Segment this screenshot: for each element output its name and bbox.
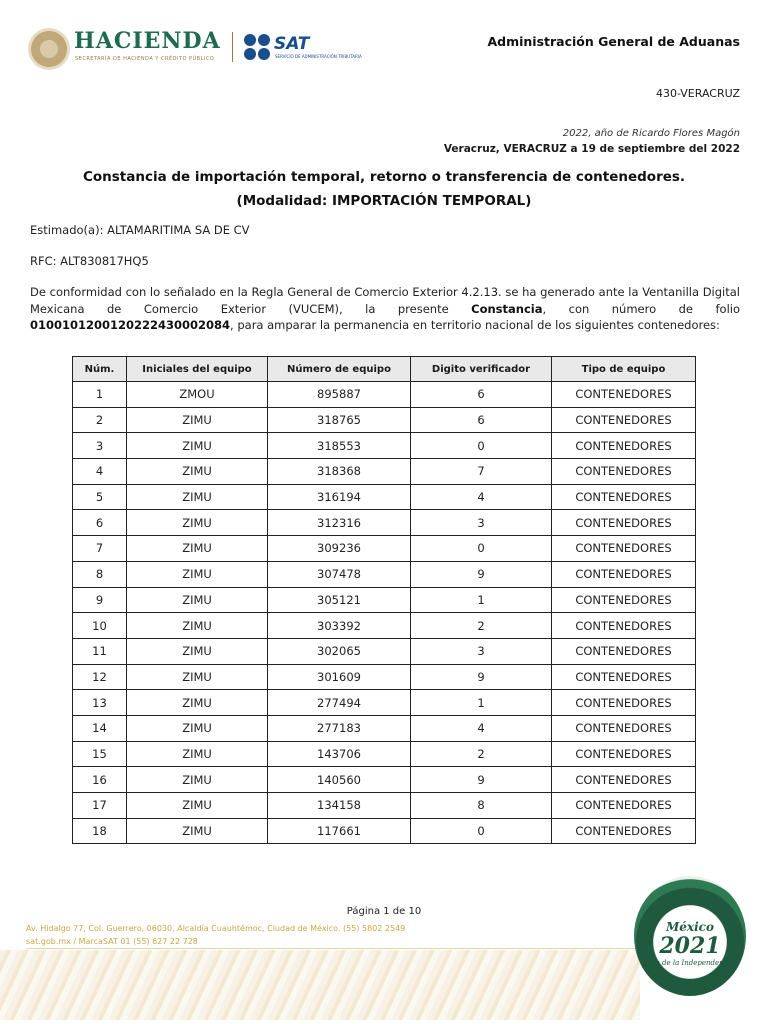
cell-num: 12	[73, 664, 127, 690]
cell-initials: ZIMU	[127, 638, 268, 664]
cell-initials: ZIMU	[127, 510, 268, 536]
header-equipment-type: Tipo de equipo	[552, 357, 696, 382]
cell-equipment-type: CONTENEDORES	[552, 793, 696, 819]
cell-equipment-type: CONTENEDORES	[552, 613, 696, 639]
cell-initials: ZIMU	[127, 459, 268, 485]
table-row	[73, 715, 696, 741]
document-title: Constancia de importación temporal, retorno o transferencia de contenedores.	[82, 169, 686, 185]
cell-check-digit: 1	[411, 690, 552, 716]
body-text-part3: , para amparar la permanencia en territorio nacional de los siguientes contenedores:	[230, 318, 720, 332]
cell-check-digit: 8	[411, 793, 552, 819]
cell-num: 10	[73, 613, 127, 639]
cell-num: 7	[73, 536, 127, 562]
cell-num: 16	[73, 767, 127, 793]
cell-initials: ZIMU	[127, 587, 268, 613]
cell-equipment-number: 277183	[268, 715, 411, 741]
cell-equipment-type: CONTENEDORES	[552, 741, 696, 767]
cell-num: 6	[73, 510, 127, 536]
footer-address: Av. Hidalgo 77, Col. Guerrero, 06030, Alcaldía Cuauhtémoc, Ciudad de México. (55) 5802 2549	[26, 924, 406, 933]
table-row	[73, 793, 696, 819]
cell-check-digit: 3	[411, 638, 552, 664]
seal-mexico: México	[666, 920, 714, 934]
cell-equipment-number: 277494	[268, 690, 411, 716]
table-row	[73, 459, 696, 485]
cell-initials: ZIMU	[127, 767, 268, 793]
cell-num: 11	[73, 638, 127, 664]
cell-check-digit: 2	[411, 613, 552, 639]
cell-num: 9	[73, 587, 127, 613]
cell-equipment-type: CONTENEDORES	[552, 407, 696, 433]
cell-equipment-number: 318368	[268, 459, 411, 485]
cell-equipment-type: CONTENEDORES	[552, 561, 696, 587]
cell-equipment-number: 318553	[268, 433, 411, 459]
cell-initials: ZIMU	[127, 715, 268, 741]
table-row	[73, 664, 696, 690]
cell-num: 3	[73, 433, 127, 459]
table-row	[73, 510, 696, 536]
cell-check-digit: 7	[411, 459, 552, 485]
containers-table	[72, 356, 696, 844]
sat-dots-icon	[244, 34, 270, 60]
cell-equipment-number: 316194	[268, 484, 411, 510]
cell-num: 15	[73, 741, 127, 767]
cell-num: 14	[73, 715, 127, 741]
cell-equipment-number: 143706	[268, 741, 411, 767]
cell-check-digit: 0	[411, 433, 552, 459]
hacienda-logo: HACIENDA	[74, 28, 221, 54]
rfc: RFC: ALT830817HQ5	[30, 254, 149, 268]
cell-check-digit: 9	[411, 767, 552, 793]
constancia-label: Constancia	[471, 301, 543, 316]
table-row	[73, 433, 696, 459]
table-row	[73, 818, 696, 844]
header-num: Núm.	[73, 357, 127, 382]
body-text-part1: De conformidad con lo señalado en la Regla General de Comercio Exterior 4.2.13. se ha generado ante la Ventanilla Digital Mexicana de Comercio Exterior (VUCEM), la presente	[30, 285, 740, 316]
cell-check-digit: 4	[411, 484, 552, 510]
cell-equipment-type: CONTENEDORES	[552, 818, 696, 844]
cell-check-digit: 9	[411, 664, 552, 690]
document-subtitle: (Modalidad: IMPORTACIÓN TEMPORAL)	[236, 193, 532, 209]
cell-initials: ZIMU	[127, 741, 268, 767]
cell-check-digit: 1	[411, 587, 552, 613]
cell-initials: ZIMU	[127, 613, 268, 639]
cell-equipment-number: 301609	[268, 664, 411, 690]
cell-equipment-number: 134158	[268, 793, 411, 819]
table-row	[73, 767, 696, 793]
table-row	[73, 741, 696, 767]
cell-check-digit: 0	[411, 818, 552, 844]
footer-web: sat.gob.mx / MarcaSAT 01 (55) 627 22 728	[26, 937, 198, 946]
cell-check-digit: 6	[411, 407, 552, 433]
independence-seal-icon	[634, 876, 746, 996]
office-code: 430-VERACRUZ	[655, 87, 740, 100]
table-row	[73, 561, 696, 587]
header-equipment-number: Número de equipo	[268, 357, 411, 382]
cell-equipment-type: CONTENEDORES	[552, 638, 696, 664]
header-initials: Iniciales del equipo	[127, 357, 268, 382]
cell-initials: ZIMU	[127, 664, 268, 690]
cell-equipment-type: CONTENEDORES	[552, 587, 696, 613]
cell-num: 1	[73, 382, 127, 408]
table-row	[73, 587, 696, 613]
table-row	[73, 484, 696, 510]
table-row	[73, 613, 696, 639]
cell-num: 13	[73, 690, 127, 716]
cell-initials: ZIMU	[127, 433, 268, 459]
sat-subtitle: SERVICIO DE ADMINISTRACIÓN TRIBUTARIA	[275, 54, 362, 59]
cell-equipment-number: 312316	[268, 510, 411, 536]
page-number: Página 1 de 10	[346, 906, 422, 917]
footer-divider	[26, 948, 636, 949]
sat-logo: SAT	[274, 34, 310, 54]
seal-legend: Año de la Independencia	[646, 959, 734, 967]
cell-equipment-type: CONTENEDORES	[552, 664, 696, 690]
cell-initials: ZIMU	[127, 407, 268, 433]
place-date: Veracruz, VERACRUZ a 19 de septiembre del 2022	[443, 143, 740, 155]
cell-initials: ZIMU	[127, 561, 268, 587]
cell-check-digit: 0	[411, 536, 552, 562]
national-emblem-icon	[28, 28, 70, 70]
cell-initials: ZIMU	[127, 536, 268, 562]
header-check-digit: Digito verificador	[411, 357, 552, 382]
table-header-row	[73, 357, 696, 382]
agency-name: Administración General de Aduanas	[487, 34, 740, 49]
folio-number: 0100101200120222430002084	[30, 318, 231, 332]
cell-equipment-type: CONTENEDORES	[552, 484, 696, 510]
cell-initials: ZIMU	[127, 818, 268, 844]
cell-num: 17	[73, 793, 127, 819]
cell-num: 18	[73, 818, 127, 844]
cell-check-digit: 9	[411, 561, 552, 587]
cell-initials: ZIMU	[127, 690, 268, 716]
cell-equipment-number: 309236	[268, 536, 411, 562]
cell-equipment-number: 307478	[268, 561, 411, 587]
cell-num: 2	[73, 407, 127, 433]
cell-equipment-type: CONTENEDORES	[552, 690, 696, 716]
cell-equipment-number: 318765	[268, 407, 411, 433]
cell-equipment-number: 895887	[268, 382, 411, 408]
cell-equipment-number: 305121	[268, 587, 411, 613]
cell-initials: ZIMU	[127, 484, 268, 510]
hacienda-subtitle: SECRETARÍA DE HACIENDA Y CRÉDITO PÚBLICO	[75, 56, 215, 62]
body-paragraph	[30, 284, 740, 334]
cell-check-digit: 4	[411, 715, 552, 741]
cell-num: 5	[73, 484, 127, 510]
table-row	[73, 638, 696, 664]
cell-equipment-number: 303392	[268, 613, 411, 639]
cell-equipment-type: CONTENEDORES	[552, 715, 696, 741]
cell-equipment-number: 302065	[268, 638, 411, 664]
table-row	[73, 407, 696, 433]
table-row	[73, 690, 696, 716]
cell-equipment-type: CONTENEDORES	[552, 510, 696, 536]
body-text-part2: , con número de folio	[542, 301, 740, 316]
cell-equipment-type: CONTENEDORES	[552, 767, 696, 793]
letterhead	[28, 26, 740, 70]
footer-pattern	[0, 950, 640, 1020]
cell-num: 8	[73, 561, 127, 587]
cell-initials: ZMOU	[127, 382, 268, 408]
seal-year: 2021	[659, 933, 721, 959]
cell-equipment-number: 140560	[268, 767, 411, 793]
table-row	[73, 536, 696, 562]
cell-equipment-type: CONTENEDORES	[552, 433, 696, 459]
cell-equipment-type: CONTENEDORES	[552, 459, 696, 485]
year-legend: 2022, año de Ricardo Flores Magón	[562, 128, 740, 139]
cell-check-digit: 3	[411, 510, 552, 536]
logo-divider	[232, 32, 233, 62]
cell-check-digit: 2	[411, 741, 552, 767]
table-row	[73, 382, 696, 408]
cell-num: 4	[73, 459, 127, 485]
cell-initials: ZIMU	[127, 793, 268, 819]
cell-check-digit: 6	[411, 382, 552, 408]
cell-equipment-type: CONTENEDORES	[552, 382, 696, 408]
addressee: Estimado(a): ALTAMARITIMA SA DE CV	[30, 223, 250, 237]
cell-equipment-type: CONTENEDORES	[552, 536, 696, 562]
cell-equipment-number: 117661	[268, 818, 411, 844]
